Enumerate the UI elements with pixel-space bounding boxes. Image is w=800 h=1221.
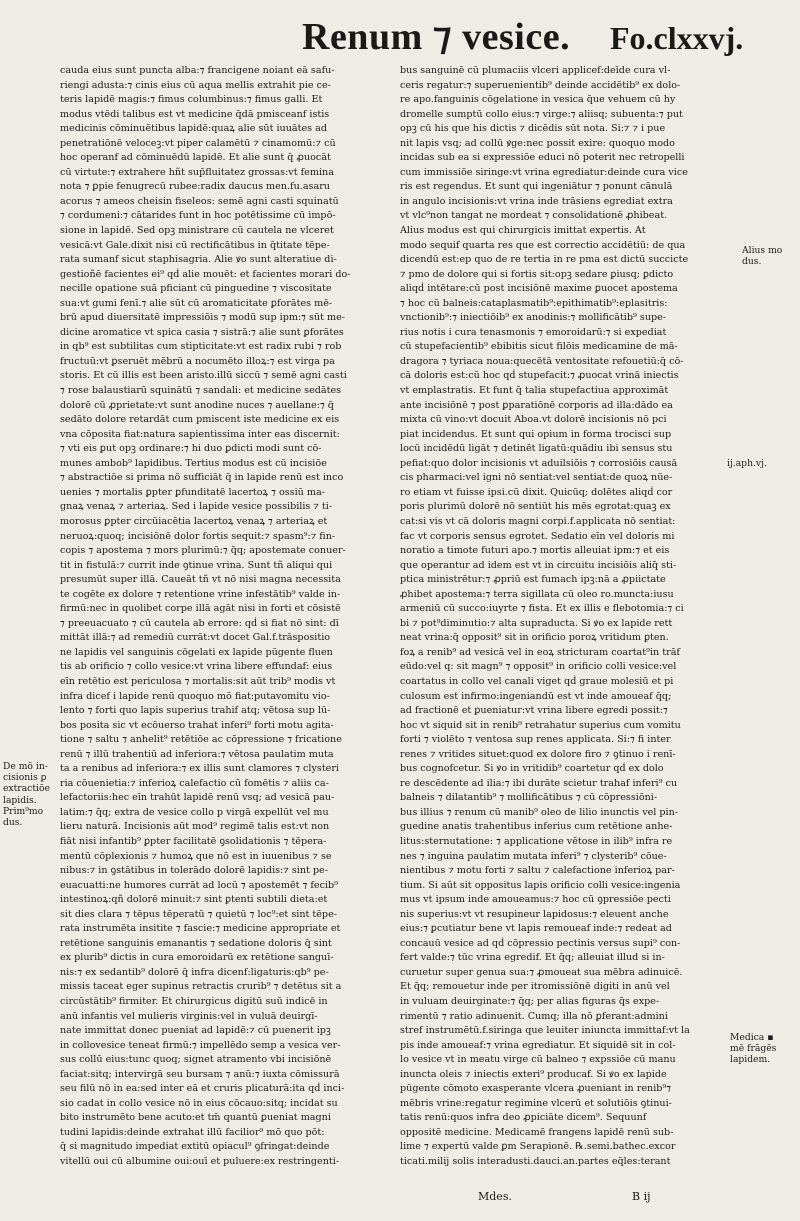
text-line: penetratiōnē veloceꝫ:vt piper calamētū ⁊ cinamomū:⁊ cū <box>60 137 336 149</box>
text-line: sua:vt gumi fenī.⁊ alie sūt cū aromaticitate ꝑforātes mē- <box>60 297 333 309</box>
text-line: ro etiam vt fuisse ipsi.cū dixit. Quicūq; dolētes aliqḋ cor <box>400 486 673 498</box>
text-line: forti ⁊ violēto ⁊ ventosa sup renes applicata. Si:⁊ fi inter <box>400 734 671 746</box>
text-line: modo sequif quarta res que est correctio accidētiū: de qua <box>400 239 686 251</box>
text-line: locū incidēdū ligāt ⁊ detinēt ligatū:quādiu ibi sensus stu <box>400 443 673 455</box>
text-line: rata instrumēta insitite ⁊ fascie:⁊ medicine appropriate et <box>60 923 341 935</box>
text-line: rimentū ⁊ ratio adinuenit. Cumq; illa nō ꝑferant:admini <box>400 1010 668 1022</box>
text-line: vnctionib⁹:⁊ iniectiōib⁹ ex anodinis:⁊ mollificātib⁹ supe- <box>400 312 667 324</box>
text-line: litus:sternutatione: ⁊ applicatione vētose in ilib⁹ infra re <box>400 835 673 847</box>
text-line: q̄ si magnitudo impediat extitū opiacul⁹ ꝯfringat:deinde <box>60 1141 330 1153</box>
text-line: eūdo:vel q: sit magn⁹ ⁊ opposit⁹ in orificio colli vesice:vel <box>400 661 677 673</box>
text-line: guedine anatis trahentibus inferius cum retētione anhe- <box>400 821 673 833</box>
text-line: dicendū est:ep quo de re tertia in re pma est dictū succicte <box>400 254 689 266</box>
text-line: que operantur ad idem est vt in circuitu incisiōis aliq̄ sti- <box>400 559 677 571</box>
signature-mark: B ij <box>632 1190 651 1203</box>
text-line: ad fractionē et ꝑueniatur:vt vrina libere egredi possit:⁊ <box>400 705 668 717</box>
text-line: tione ⁊ saltu ⁊ anhelit⁹ retētiōe ac cōpressione ⁊ fricatione <box>60 734 342 746</box>
text-line: foꝝ a renib⁹ ad vesicā vel in eoꝝ stricturam coartat⁹in trāf <box>400 646 680 658</box>
text-line: ⁊ hoc cū balneis:cataplasmatib⁹:epithimatib⁹:eplasitris: <box>400 297 668 309</box>
text-line: Et q̄q; remouetur inde per itromissiōnē digiti in anū vel <box>400 981 670 993</box>
text-line: nientibus ⁊ motu forti ⁊ saltu ⁊ calefactione inferioꝝ par- <box>400 865 675 877</box>
text-line: dromelle sumptū collo eius:⁊ virge:⁊ aliisq; subuenta:⁊ put <box>400 108 683 120</box>
text-line: cauda eius sunt puncta alba:⁊ francigene noiant eā safu- <box>60 65 335 76</box>
text-line: anū infantis vel mulieris virginis:vel in vuluā deuirgī- <box>60 1010 318 1022</box>
left-margin-note <box>3 761 50 828</box>
text-line: medicinis cōminuētibus lapidē:quaꝝ alie sūt iuuātes ad <box>60 123 327 135</box>
text-line: re descēdente ad ilia:⁊ ibi durāte scietur trahaf inferi⁹ cu <box>400 777 678 789</box>
text-line: nis:⁊ ex sedantib⁹ dolorē q̄ infra dicenf:ligaturis:qb⁹ pe- <box>60 966 329 978</box>
text-line: vitellū oui cū albumine oui:ouī et puluere:ex restringenti- <box>60 1156 340 1168</box>
margin-note-line: lapidem. <box>730 1054 771 1066</box>
text-line: firmū:nec in quolibet corpe illā agāt nisi in forti et cōsistē <box>60 603 341 615</box>
text-line: fiāt nisi infantib⁹ ꝑpter facilitatē ꝯsolidationis ⁊ tēpera- <box>60 835 327 847</box>
text-line: tis ab orificio ⁊ collo vesice:vt vrina libere effundaf: eius <box>60 661 333 673</box>
margin-note-line: Prim⁹mo <box>3 805 44 817</box>
margin-note-line: dus. <box>3 817 23 829</box>
margin-note-line: Alius mo <box>742 245 783 256</box>
text-line: cat:si vis vt cā doloris magni corpi.f.applicata nō sentiat: <box>400 515 676 527</box>
text-line: ex plurib⁹ dictis in cura emoroidarū ex retētione sanguī- <box>60 952 334 964</box>
text-line: ante incisiōnē ⁊ post ꝑparatiōnē corporis ad illa:dādo ea <box>400 399 673 411</box>
text-line: missis taceat eger supinus retractis crurib⁹ ⁊ detētus sit a <box>60 981 342 993</box>
text-line: tit in fistulā:⁊ currit inde ꝯtinue vrina. Sunt tñ aliqui qui <box>60 559 333 571</box>
text-line: nit lapis vsq; ad collū ꝟge:nec possit exire: quoquo modo <box>400 137 675 149</box>
text-line: neat vrina:q̄ opposit⁹ sit in orificio poroꝝ vritidum ꝑten. <box>400 632 669 644</box>
text-line: pūgente cōmoto exasperante vlcera ꝓueniant in renib⁹⁊ <box>400 1083 672 1095</box>
running-head: Renum ⁊ vesice. <box>302 16 571 58</box>
text-line: bus sanguinē cū plumaciis vlceri applicef:deīde cura vl- <box>400 65 671 76</box>
text-line: curuetur super genua sua:⁊ ꝓmoueat sua mēbra adinuicē. <box>400 966 683 978</box>
text-line: eius:⁊ ꝑcutiatur bene vt lapis remoueaf inde:⁊ redeat ad <box>400 923 672 935</box>
margin-note-line: dus. <box>742 256 762 268</box>
text-line: ⁊ pmo de dolore qui si fortis sit:opꝫ sedare ꝑiusq; ꝑdicto <box>400 268 674 280</box>
text-line: mixta cū vino:vt docuit Aboa.vt dolorē incisionis nō pci <box>400 414 667 426</box>
text-line: te cogēte ex dolore ⁊ retentione vrine infestātib⁹ valde in- <box>60 588 341 600</box>
text-line: vesicā:vt Gale.dixit nisi cū rectificātibus in q̄titate tēpe- <box>60 239 330 251</box>
text-line: modus vtēdi talibus est vt medicine q̄dā pmisceanf istis <box>60 108 330 120</box>
text-line: mēbris vrine:regatur regimine vlcerū et solutiōis ꝯtinui- <box>400 1097 672 1109</box>
text-line: riengi adusta:⁊ cinis eius cū aqua mellis extrahit pie ce- <box>60 79 331 91</box>
text-line: ticati.milij solis interadusti.dauci.an.partes eq̄les:terant <box>400 1156 671 1168</box>
text-line: renes ⁊ vritides situet:quod ex dolore firo ⁊ ꝯtinuo i renī- <box>400 748 676 760</box>
margin-note-line: mē frāgēs <box>730 1043 777 1055</box>
right-margin-note-2 <box>727 458 767 469</box>
text-line: rata sumanf sicut staphisagria. Alie ꝟo sunt alteratiue di- <box>60 254 337 266</box>
text-line: ꝓhibet apostema:⁊ terra sigillata cū oleo ro.muncta:iusu <box>400 588 674 600</box>
text-line: uenies ⁊ mortalis ꝑpter ꝑfunditatē lacertoꝝ ⁊ ossiū ma- <box>60 486 325 498</box>
text-line: coartatus in collo vel canali viget qḋ graue molesiū et pi <box>400 675 674 687</box>
text-line: ⁊ preeuacuato ⁊ cū cautela ab errore: qḋ si fiat nō sint: dī <box>60 617 339 629</box>
folio-number: Fo.clxxvj. <box>610 20 744 56</box>
text-line: teris lapidē magis:⁊ fimus columbinus:⁊ fimus galli. Et <box>60 94 323 106</box>
text-line: in vuluam deuirginate:⁊ q̄q; per alias figuras q̄s expe- <box>400 996 660 1007</box>
text-line: mus vt ipsum inde amoueamus:⁊ hoc cū ꝯpressiōe pecti <box>400 894 671 906</box>
right-text-column <box>400 64 724 1170</box>
text-line: fructuū:vt ꝑseruēt mēbrū a nocumēto illoꝝ:⁊ est virga pa <box>60 355 335 367</box>
margin-note-line: De mō in- <box>3 761 48 772</box>
text-line: cū virtute:⁊ extrahere hñt sup̄fluitatez grossas:vt femina <box>60 166 334 178</box>
text-line: fert valde:⁊ tūc vrina egredif. Et q̄q; alleuiat illud si in- <box>400 952 665 964</box>
text-line: ris est regendus. Et sunt qui ingeniātur ⁊ ponunt cānulā <box>400 181 673 193</box>
text-line: copis ⁊ apostema ⁊ mors plurimū:⁊ q̄q; apostemate conuer- <box>60 545 346 557</box>
text-line: nate immittat donec pueniat ad lapidē:⁊ cū puenerit ipꝫ <box>60 1025 331 1037</box>
text-line: necille opatione suā pficiant cū pinguedine ⁊ viscositate <box>60 283 332 295</box>
text-line: euacuatti:ne humores currāt ad locū ⁊ apostemēt ⁊ fecib⁹ <box>60 879 339 891</box>
text-line: in collovesice teneat firmū:⁊ impellēdo semp a vesica ver- <box>60 1039 341 1051</box>
text-line: sedāto dolore retardāt cum pmiscent iste medicine ex eis <box>60 414 340 426</box>
text-line: storis. Et cū illis est been aristo.illū siccū ⁊ semē agni casti <box>60 370 347 382</box>
text-line: bito instrumēto bene acuto:et tm̄ quantū ꝑueniat magni <box>60 1112 331 1124</box>
text-line: incidas sub ea si expressiōe educi nō poterit nec retropelli <box>400 152 685 164</box>
text-line: cis pharmaci:vel igni nō sentiat:vel sentiat:de quoꝝ nūe- <box>400 472 673 484</box>
text-line: nis superius:vt vt resupineur lapidosus:⁊ eleuent anche <box>400 908 669 920</box>
text-line: sus collū eius:tunc quoq; signet atramento vbi incisiōnē <box>60 1054 332 1066</box>
text-line: mittāt illā:⁊ ad remediū currāt:vt docet Gal.f.trāspositio <box>60 632 331 644</box>
text-line: concauū vesice ad qḋ cōpressio pectinis versus supi⁹ con- <box>400 937 681 949</box>
text-line: in angulo incisionis:vt vrina inde trāsiens egrediat extra <box>400 195 673 207</box>
text-line: morosus ꝑpter circūiacētia lacertoꝝ venaꝝ ⁊ arteriaꝝ et <box>60 515 328 527</box>
text-line: ⁊ rose balaustiarū squinātū ⁊ sandali: et medicine sedātes <box>60 385 342 397</box>
text-line: nibus:⁊ in ꝯstātibus in tolerādo dolorē lapidis:⁊ sint pe- <box>60 865 328 877</box>
text-line: opꝫ cū his que his dictis ⁊ dicēdis sūt nota. Si:⁊ ⁊ i pue <box>400 123 666 135</box>
text-line: bos posita sic vt ecōuerso trahat inferi⁹ forti motu agita- <box>60 719 334 731</box>
text-line: aliqḋ intētare:cū post incisiōnē maxime ꝑuocet apostema <box>400 283 678 295</box>
text-line: seu filū nō in ea:sed inter eā et cruris plicaturā:ita qḋ inci- <box>60 1083 345 1095</box>
text-line: presumūt super illā. Caueāt tñ vt nō nisi magna necessita <box>60 574 341 586</box>
text-line: vt vlc⁹non tangat ne mordeat ⁊ consolidationē ꝓhibeat. <box>400 210 668 222</box>
text-line: infra dicef i lapide renū quoquo mō fiat:putavomitu vio- <box>60 690 330 702</box>
text-line: ⁊ abstractiōe si prima nō sufficiāt q̄ in lapide renū est inco <box>60 472 344 484</box>
margin-note-line: ij.aph.vj. <box>727 458 767 469</box>
text-line: retētione sanguinis emanantis ⁊ sedatione doloris q̄ sint <box>60 937 332 949</box>
text-line: neruoꝝ:quoq; incisiōnē dolor fortis sequit:⁊ spasm⁹:⁊ fin- <box>60 530 336 542</box>
text-line: cum immissiōe siringe:vt vrina egrediatur:deinde cura vice <box>400 166 688 178</box>
text-line: sione in lapidē. Sed opꝫ ministrare cū cautela ne vlceret <box>60 225 334 237</box>
text-line: lime ⁊ expertū valde ꝑm Serapionē. ℞.semi.bathec.excor <box>400 1141 676 1153</box>
text-line: lento ⁊ forti quo lapis superius trahif atq; vētosa sup lū- <box>60 705 331 717</box>
text-line: noratio a timote futuri apo.⁊ mortis alleuiat ipm:⁊ et eis <box>400 545 670 557</box>
text-line: lieru naturā. Incisionis aūt mod⁹ regimē talis est:vt non <box>60 821 330 833</box>
text-line: ria cōuenietia:⁊ inferioꝝ calefactio cū fomētis ⁊ aliis ca- <box>60 777 329 789</box>
margin-note-line: Medica ▪ <box>730 1032 774 1043</box>
text-line: intestinoꝝ:qñ dolorē minuit:⁊ sint ꝑtenti subtili dieta:et <box>60 894 328 906</box>
left-text-column <box>60 64 390 1170</box>
right-margin-note-1 <box>742 245 782 267</box>
text-line: faciat:sitq; intervirgā seu bursam ⁊ anū:⁊ iuxta cōmissurā <box>60 1068 340 1080</box>
text-line: oppositē medicine. Medicamē frangens lapidē renū sub- <box>400 1126 674 1138</box>
text-line: lefactoriis:hec eīn trahūt lapidē renū vsq; ad vesicā pau- <box>60 792 335 804</box>
text-line: rius notis i cura tenasmonis ⁊ emoroidarū:⁊ si expediat <box>400 326 667 338</box>
text-line: eīn retētio est periculosa ⁊ mortalis:sit aūt trib⁹ modis vt <box>60 675 336 687</box>
text-line: stref instrumētū.f.siringa que leuiter iniuncta immittaf:vt la <box>400 1025 690 1037</box>
text-line: bi ⁊ pot⁹diminutio:⁊ alta supraducta. Si ꝟo ex lapide rett <box>400 617 673 629</box>
text-line: cā doloris est:cū hoc qḋ stupefacit:⁊ ꝓuocat vrinā iniectis <box>400 370 679 382</box>
text-line: dolorē cū ꝓprietate:vt sunt anodine nuces ⁊ auellane:⁊ q̄ <box>60 399 334 411</box>
text-line: sit dies clara ⁊ tēpus tēperatū ⁊ quietū ⁊ loc⁹:et sint tēpe- <box>60 908 337 920</box>
text-line: armeniū cū succo:iuyrte ⁊ fista. Et ex illis e flebotomia:⁊ ci <box>400 603 684 615</box>
text-line: bus illius ⁊ renum cū manib⁹ oleo de lilio inunctis vel pin- <box>400 806 679 818</box>
text-line: ta a renibus ad inferiora:⁊ ex illis sunt clamores ⁊ clysteri <box>60 763 340 775</box>
text-line: in qb⁹ est subtilitas cum stipticitate:vt est radix rubi ⁊ rob <box>60 341 342 353</box>
text-line: tium. Si aūt sit oppositus lapis orificio colli vesice:ingenia <box>400 879 681 891</box>
text-line: lo vesice vt in meatu virge cū balneo ⁊ expssiōe cū manu <box>400 1054 676 1066</box>
catchword: Mdes. <box>478 1190 512 1203</box>
text-line: pis inde amoueaf:⁊ vrina egrediatur. Et siquidē sit in col- <box>400 1039 676 1051</box>
text-line: latim:⁊ q̄q; extra de vesice collo p virgā expellūt vel mu <box>60 806 329 818</box>
text-line: brū apud diuersitatē impressiōis ⁊ modū sup ipm:⁊ sūt me- <box>60 312 346 324</box>
text-line: inuncta oleis ⁊ iniectis exteri⁹ producaf. Si ꝟo ex lapide <box>400 1068 667 1080</box>
text-line: mentū cōplexionis ⁊ humoꝝ que nō est in iuuenibus ⁊ se <box>60 850 332 862</box>
text-line: munes ambob⁹ lapidibus. Tertius modus est cū incisiōe <box>60 457 327 469</box>
text-line: renū ⁊ illū trahentiū ad inferiora:⁊ vētosa paulatim muta <box>60 748 334 760</box>
text-line: Alius modus est qui chirurgicis imittat expertis. At <box>400 225 646 237</box>
text-line: vt emplastratis. Et funt q̄ talia stupefactiua approximāt <box>400 385 669 397</box>
text-line: tatis renū:quos infra deo ꝓpiciāte dicem⁹. Sequunf <box>400 1112 647 1124</box>
text-line: piat incidendus. Et sunt qui opium in forma trocisci sup <box>400 428 672 440</box>
text-line: ⁊ vti eis ꝑut opꝫ ordinare:⁊ hi duo ꝑdicti modi sunt cō- <box>60 443 322 455</box>
text-line: re apo.fanguinis cōgelatione in vesica q̄ue vehuem cū hy <box>400 94 676 106</box>
text-line: dragora ⁊ tyriaca noua:quecētā ventositate refouetiū:q̄ cō- <box>400 355 684 367</box>
text-line: bus cognofcetur. Si ꝟo in vritidib⁹ coartetur qḋ ex dolo <box>400 763 664 775</box>
text-line: ptica ministrētur:⁊ ꝓpriū est fumach ipꝫ:nā a ꝓpiictate <box>400 574 666 586</box>
margin-note-line: extractiōe <box>3 783 50 795</box>
text-line: circūstātib⁹ firmiter. Et chirurgicus digitū suū indicē in <box>60 996 328 1007</box>
margin-note-line: cisionis ꝑ <box>3 772 47 784</box>
text-line: nota ⁊ ꝑpie fenugrecū rubee:radix daucus men.fu.asaru <box>60 181 330 193</box>
text-line: vna cōposita fiat:natura sapientissima inter eas discernit: <box>60 428 340 440</box>
text-line: gnaꝝ venaꝝ ⁊ arteriaꝝ. Sed i lapide vesice possibilis ⁊ ti- <box>60 501 333 513</box>
text-line: gestioñē facientes ei⁹ qḋ alie mouēt: et facientes morari do- <box>60 268 351 280</box>
text-line: acorus ⁊ ameos cheisin fiseleos: semē agni casti squinatū <box>60 195 339 207</box>
text-line: pefiat:quo dolor incisionis vt aduilsiōis ⁊ corrosiōis causā <box>400 457 678 469</box>
text-line: dicine aromatice vt spica casia ⁊ sistrā:⁊ alie sunt ꝑforātes <box>60 326 344 338</box>
text-line: poris plurimū dolorē nō sentiūt his mēs egrotat:quaꝫ ex <box>400 501 671 513</box>
text-line: fac vt corporis sensus egrotet. Sedatio eīn vel doloris mi <box>400 530 675 542</box>
text-line: ne lapidis vel sanguinis cōgelati ex lapide pūgente fluen <box>60 646 333 658</box>
text-line: nes ⁊ inguina paulatim mutata inferi⁹ ⁊ clysterib⁹ cōue- <box>400 850 667 862</box>
text-line: hoc operanf ad cōminuēdū lapidē. Et alie sunt q̄ ꝓuocāt <box>60 152 331 164</box>
text-line: sio cadat in collo vesice nō in eius cōcauo:sitq; incidat su <box>60 1097 338 1109</box>
text-line: ceris regatur:⁊ superuenientib⁹ deinde accidētib⁹ ex dolo- <box>400 79 681 91</box>
margin-note-line: lapidis. <box>3 794 37 806</box>
text-line: cū stupefacientib⁹ ebibitis sicut filōis medicamine de mā- <box>400 341 678 353</box>
text-line: hoc vt siquid sit in renib⁹ retrahatur superius cum vomitu <box>400 719 681 731</box>
text-line: tudini lapidis:deinde extrahat illū facilior⁹ mō quo pōt: <box>60 1126 325 1138</box>
right-margin-note-3 <box>730 1032 776 1066</box>
text-line: culosum est infirmo:ingeniandū est vt inde amoueaf q̄q; <box>400 690 672 702</box>
text-line: ⁊ cordumeni:⁊ cātarides funt in hoc potētissime cū impō- <box>60 210 336 222</box>
text-line: balneis ⁊ dilatantib⁹ ⁊ mollificātibus ⁊ cū cōpressiōni- <box>400 792 658 804</box>
